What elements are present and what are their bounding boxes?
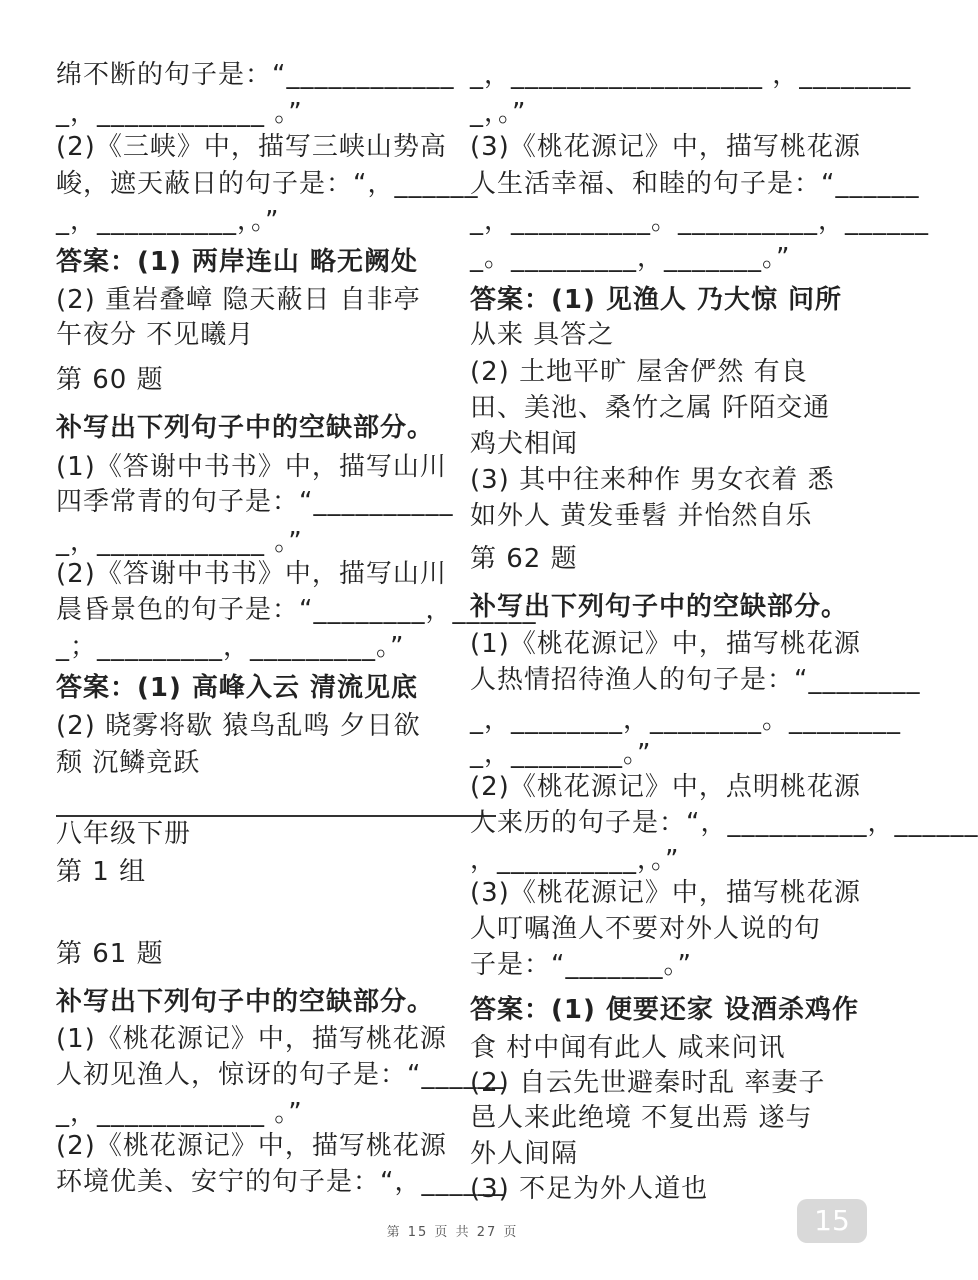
text-line: _，________，________。________ (470, 705, 902, 735)
text-line: (1)《答谢中书书》中，描写山川 (56, 452, 447, 482)
text-line: _，____________ 。” (56, 527, 303, 557)
text-line: (2) 土地平旷 屋舍俨然 有良 (470, 357, 808, 387)
text-line: 晨昏景色的句子是：“________，______ (56, 595, 537, 625)
text-line: (1)《桃花源记》中，描写桃花源 (56, 1024, 447, 1054)
text-line: 人热情招待渔人的句子是：“________ (470, 665, 921, 695)
text-line: _，____________ 。” (56, 1098, 303, 1128)
text-line: _；_________，_________。” (56, 632, 405, 662)
text-line: 如外人 黄发垂髫 并怡然自乐 (470, 501, 813, 531)
text-line: _，________。” (470, 739, 652, 769)
instruction: 补写出下列句子中的空缺部分。 (56, 987, 435, 1017)
text-line: 四季常青的句子是：“__________ (56, 487, 454, 517)
text-line: 从来 具答之 (470, 320, 615, 350)
text-line: 峻，遮天蔽日的句子是：“，______ (56, 169, 479, 199)
text-line: _，__________。__________，______ (470, 206, 930, 236)
group-title: 第 1 组 (56, 857, 147, 887)
text-line: _。_________，_______。” (470, 243, 791, 273)
text-line: 外人间隔 (470, 1139, 579, 1169)
text-line: (3) 不足为外人道也 (470, 1174, 709, 1204)
text-line: 邑人来此绝境 不复出焉 遂与 (470, 1103, 813, 1133)
text-line: (2) 自云先世避秦时乱 率妻子 (470, 1068, 826, 1098)
section-title: 八年级下册 (56, 819, 192, 849)
instruction: 补写出下列句子中的空缺部分。 (470, 592, 849, 622)
page-number-badge: 15 (797, 1199, 867, 1243)
answer-line: 答案：(1) 见渔人 乃大惊 问所 (470, 285, 843, 315)
text-line: (3)《桃花源记》中，描写桃花源 (470, 132, 861, 162)
text-line: 绵不断的句子是：“____________ (56, 60, 455, 90)
text-line: 环境优美、安宁的句子是：“，______ (56, 1167, 506, 1197)
answer-line: 答案：(1) 高峰入云 清流见底 (56, 673, 418, 703)
text-line: 人叮嘱渔人不要对外人说的句 (470, 914, 822, 944)
text-line: 子是：“_______。” (470, 950, 692, 980)
text-line: (1)《桃花源记》中，描写桃花源 (470, 629, 861, 659)
text-line: (3)《桃花源记》中，描写桃花源 (470, 878, 861, 908)
text-line: (2)《桃花源记》中，点明桃花源 (470, 772, 861, 802)
question-title: 第 60 题 (56, 365, 164, 395)
text-line: 食 村中闻有此人 咸来问讯 (470, 1033, 786, 1063)
text-line: 人生活幸福、和睦的句子是：“______ (470, 169, 920, 199)
question-title: 第 62 题 (470, 544, 578, 574)
text-line: ，__________，。” (470, 845, 680, 875)
text-line: (3) 其中往来种作 男女衣着 悉 (470, 465, 835, 495)
text-line: 人初见渔人，惊讶的句子是：“______ (56, 1060, 506, 1090)
text-line: (2)《答谢中书书》中，描写山川 (56, 559, 447, 589)
text-line: 鸡犬相闻 (470, 429, 579, 459)
text-line: 颓 沉鳞竞跃 (56, 748, 201, 778)
text-line: (2) 晓雾将歇 猿鸟乱鸣 夕日欲 (56, 711, 421, 741)
instruction: 补写出下列句子中的空缺部分。 (56, 413, 435, 443)
answer-line: 答案：(1) 两岸连山 略无阙处 (56, 247, 418, 277)
text-line: (2)《桃花源记》中，描写桃花源 (56, 1131, 447, 1161)
answer-line: 答案：(1) 便要还家 设酒杀鸡作 (470, 995, 859, 1025)
text-line: 人来历的句子是：“，__________，______ (470, 808, 978, 838)
text-line: _，____________ 。” (56, 98, 303, 128)
question-title: 第 61 题 (56, 939, 164, 969)
text-line: 午夜分 不见曦月 (56, 320, 255, 350)
text-line: (2)《三峡》中，描写三峡山势高 (56, 132, 447, 162)
text-line: 田、美池、桑竹之属 阡陌交通 (470, 393, 831, 423)
text-line: _，__________________ ，________ (470, 60, 912, 90)
text-line: _，。” (470, 98, 527, 128)
page-footer: 第 15 页 共 27 页 (386, 1225, 519, 1240)
divider-line (56, 815, 496, 817)
text-line: (2) 重岩叠嶂 隐天蔽日 自非亭 (56, 285, 421, 315)
text-line: _，__________，。” (56, 206, 280, 236)
